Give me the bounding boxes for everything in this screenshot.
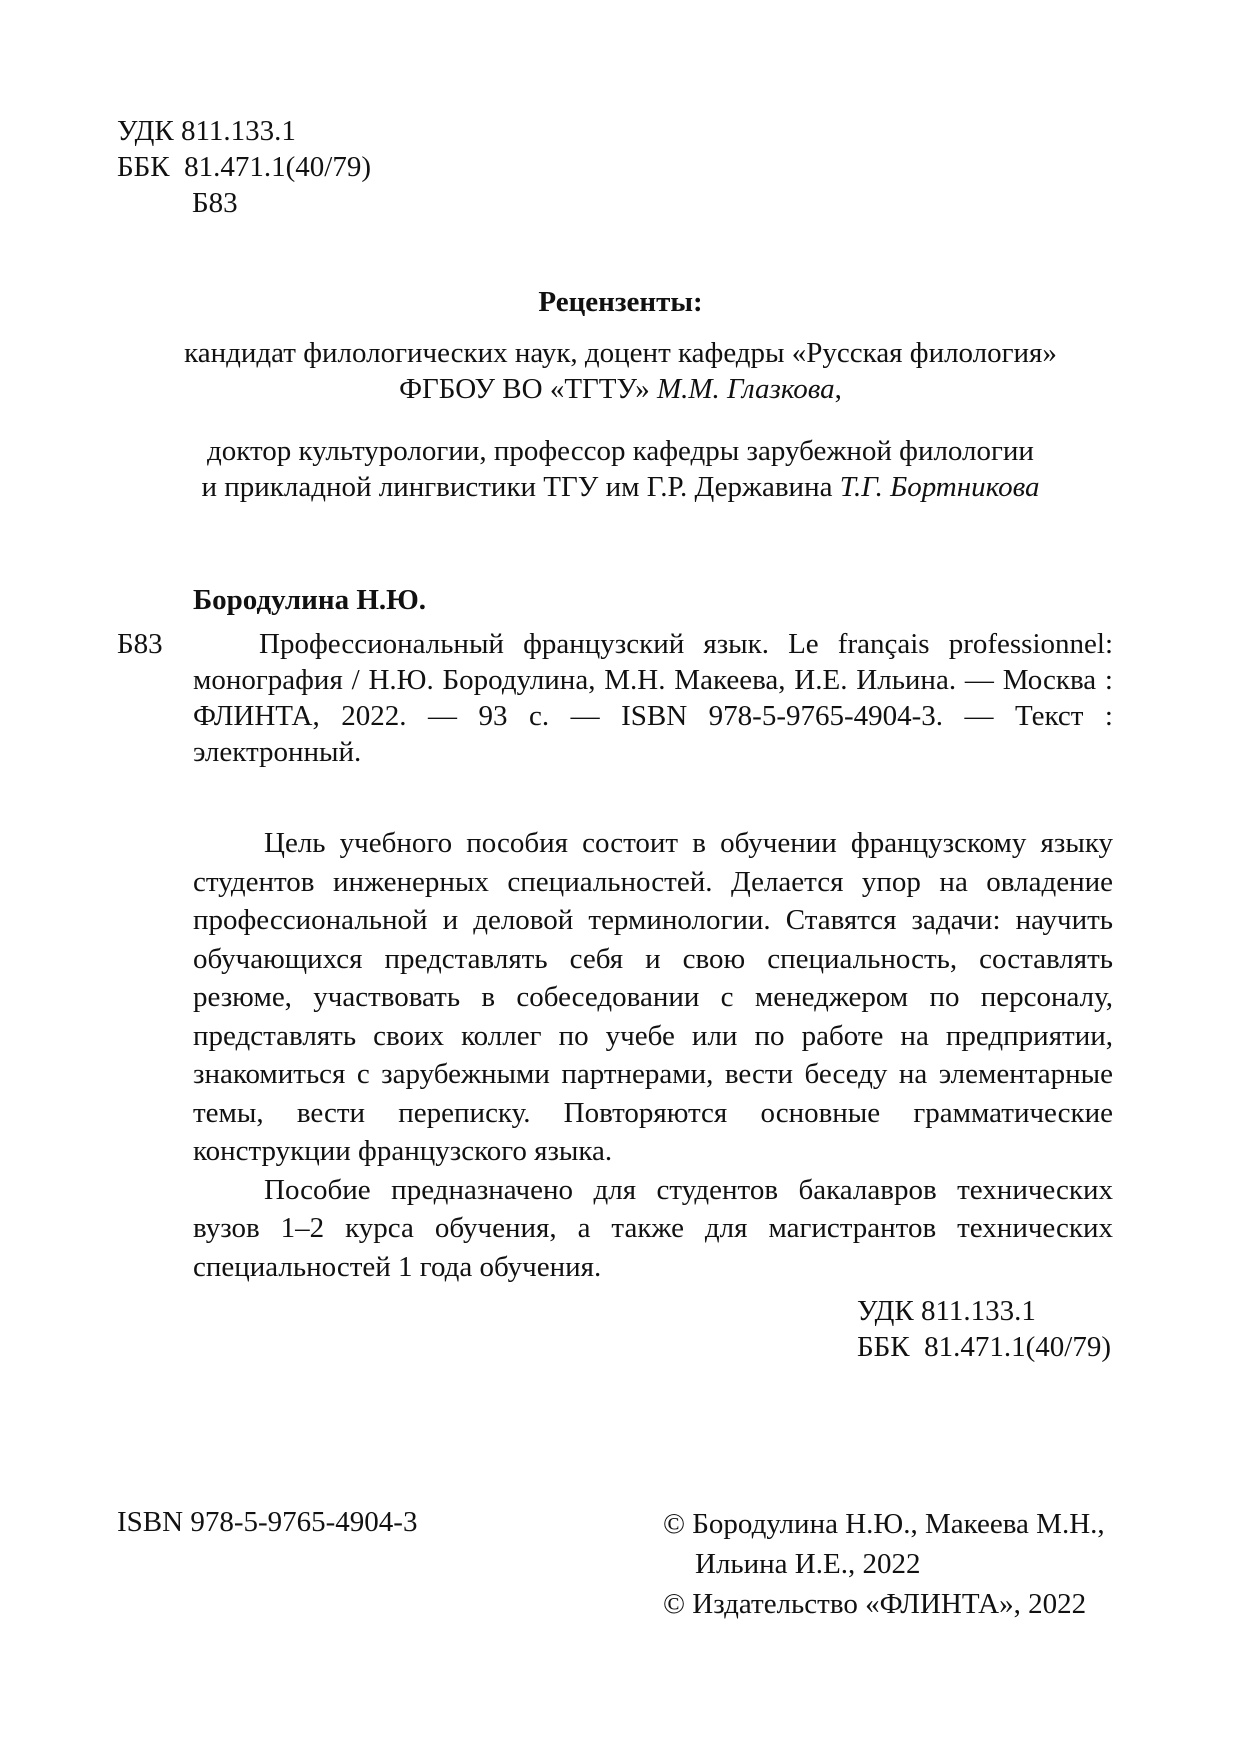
reviewer-1-org: ФГБОУ ВО «ТГТУ»: [399, 373, 650, 405]
annotation: [193, 824, 1113, 1286]
copyright-publisher: © Издательство «ФЛИНТА», 2022: [663, 1588, 1087, 1620]
author-heading: Бородулина Н.Ю.: [193, 584, 427, 616]
udk-index: УДК 811.133.1: [117, 115, 296, 147]
copyright-authors: © Бородулина Н.Ю., Макеева М.Н.,: [663, 1508, 1105, 1540]
reviewer-2-org: и прикладной лингвистики ТГУ им Г.Р. Державина: [201, 471, 833, 503]
bibliographic-entry: Профессиональный французский язык. Le français professionnel: монография / Н.Ю. Бородулина, М.Н. Макеева, И.Е. Ильина. — Москва : ФЛИНТА, 2022. — 93 с. — ISBN 978-5-9765-4904-3. — Текст : электронный.: [193, 628, 1113, 768]
reviewer-2: [0, 433, 1241, 505]
reviewers-heading: Рецензенты:: [538, 286, 703, 318]
bbk-index: ББК 81.471.1(40/79): [117, 151, 372, 183]
biblio-author-code: Б83: [117, 628, 163, 660]
reviewer-1-affiliation-line: [0, 371, 1241, 407]
reviewer-1-comma: ,: [834, 373, 842, 405]
reviewer-1-position: кандидат филологических наук, доцент кафедры «Русская филология»: [184, 337, 1057, 369]
isbn: ISBN 978-5-9765-4904-3: [117, 1506, 418, 1538]
top-classification-indexes: [117, 113, 371, 221]
reviewer-2-affiliation-line: [0, 469, 1241, 505]
annotation-paragraph-2: Пособие предназначено для студентов бакалавров технических вузов 1–2 курса обучения, а также для магистрантов технических специальностей 1 года обучения.: [193, 1173, 1113, 1283]
udk-index-bottom: УДК 811.133.1: [857, 1295, 1036, 1327]
bottom-classification-indexes: [857, 1293, 1111, 1365]
copyright-block: [663, 1504, 1105, 1624]
reviewer-1: [0, 335, 1241, 407]
bbk-index-bottom: ББК 81.471.1(40/79): [857, 1331, 1112, 1363]
reviewer-2-name: Т.Г. Бортникова: [839, 471, 1040, 503]
annotation-paragraph-1: Цель учебного пособия состоит в обучении французскому языку студентов инженерных специальностей. Делается упор на овладение профессиональной и деловой терминологии. Ставятся задачи: научить обучающихся представлять себя и свою специальность, составлять резюме, участвовать в собеседовании с менеджером по персоналу, представлять своих коллег по учебе или по работе на предприятии, знакомиться с зарубежными партнерами, вести беседу на элементарные темы, вести переписку. Повторяются основные грамматические конструкции французского языка.: [193, 827, 1113, 1167]
copyright-authors-cont: Ильина И.Е., 2022: [695, 1548, 921, 1580]
reviewer-2-position: доктор культурологии, профессор кафедры зарубежной филологии: [207, 435, 1034, 467]
reviewer-1-name: М.М. Глазкова: [656, 373, 835, 405]
author-code: Б83: [192, 187, 238, 219]
